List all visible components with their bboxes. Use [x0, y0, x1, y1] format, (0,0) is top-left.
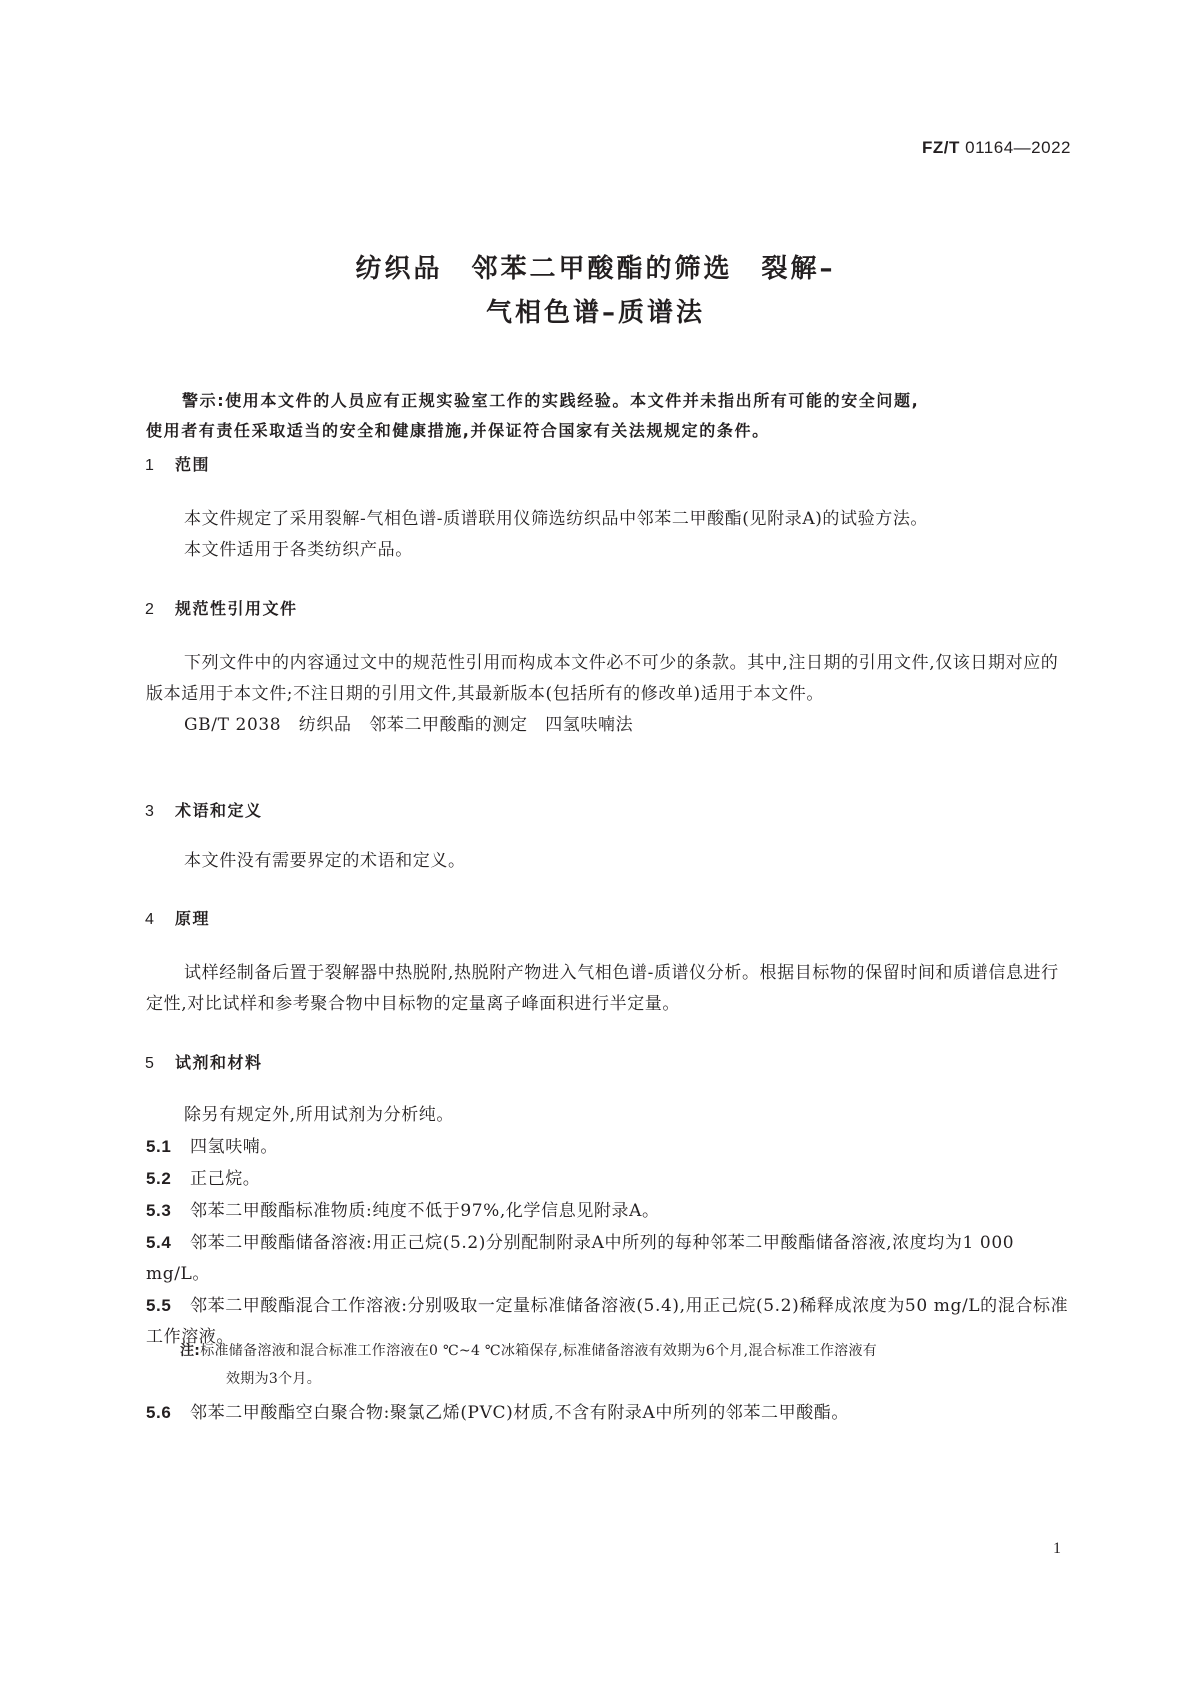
page-number: 1: [1053, 1540, 1061, 1557]
section-2-body: [146, 648, 1072, 741]
list-item: [146, 1397, 1072, 1429]
paragraph: 本文件没有需要界定的术语和定义。: [184, 851, 466, 871]
item-text: 四氢呋喃。: [190, 1137, 278, 1157]
section-number: 2: [145, 601, 156, 618]
item-number: 5.3: [146, 1201, 172, 1220]
standard-number: 01164—2022: [965, 138, 1071, 157]
title-line-1: 纺织品 邻苯二甲酸酯的筛选 裂解–: [355, 254, 836, 284]
section-5-body: [146, 1100, 1072, 1353]
section-number: 1: [145, 457, 156, 474]
section-number: 4: [145, 911, 156, 928]
item-number: 5.1: [146, 1137, 172, 1156]
note-line-1: 标准储备溶液和混合标准工作溶液在0 ℃~4 ℃冰箱保存,标准储备溶液有效期为6个月,混合标准工作溶液有: [200, 1343, 878, 1359]
item-text: 邻苯二甲酸酯储备溶液:用正己烷(5.2)分别配制附录A中所列的每种邻苯二甲酸酯储备溶液,浓度均为1 000 mg/L。: [146, 1233, 1015, 1284]
section-title: 范围: [175, 455, 211, 474]
section-title: 规范性引用文件: [175, 599, 298, 618]
section-5-heading: [145, 1050, 263, 1073]
item-number: 5.5: [146, 1296, 172, 1315]
section-5-body-continued: [146, 1397, 1072, 1429]
section-1-body: [146, 504, 1072, 566]
normative-reference: GB/T 2038 纺织品 邻苯二甲酸酯的测定 四氢呋喃法: [184, 715, 634, 735]
section-3-body: [146, 846, 1072, 877]
standard-prefix: FZ/T: [922, 138, 960, 157]
section-title: 原理: [175, 909, 211, 928]
item-number: 5.2: [146, 1169, 172, 1188]
warning-line-1: 警示:使用本文件的人员应有正规实验室工作的实践经验。本文件并未指出所有可能的安全问题,: [182, 391, 920, 410]
item-number: 5.4: [146, 1233, 172, 1252]
section-title: 术语和定义: [175, 801, 263, 820]
section-2-heading: [145, 596, 298, 619]
standard-code: [922, 138, 1071, 158]
item-text: 邻苯二甲酸酯标准物质:纯度不低于97%,化学信息见附录A。: [190, 1201, 660, 1221]
section-4-body: [146, 958, 1072, 1020]
paragraph: 除另有规定外,所用试剂为分析纯。: [184, 1105, 455, 1125]
list-item: [146, 1227, 1072, 1290]
item-number: 5.6: [146, 1403, 172, 1422]
note-line-2: 效期为3个月。: [226, 1371, 322, 1387]
paragraph: 试样经制备后置于裂解器中热脱附,热脱附产物进入气相色谱-质谱仪分析。根据目标物的保留时间和质谱信息进行定性,对比试样和参考聚合物中目标物的定量离子峰面积进行半定量。: [146, 963, 1059, 1014]
storage-note: [180, 1337, 1070, 1393]
note-label: 注:: [180, 1343, 201, 1359]
section-1-heading: [145, 452, 210, 475]
safety-warning: [146, 386, 1070, 446]
list-item: [146, 1163, 1072, 1195]
paragraph: 下列文件中的内容通过文中的规范性引用而构成本文件必不可少的条款。其中,注日期的引用文件,仅该日期对应的版本适用于本文件;不注日期的引用文件,其最新版本(包括所有的修改单)适用于本文件。: [146, 653, 1059, 704]
item-text: 邻苯二甲酸酯空白聚合物:聚氯乙烯(PVC)材质,不含有附录A中所列的邻苯二甲酸酯。: [190, 1403, 849, 1423]
paragraph: 本文件规定了采用裂解-气相色谱-质谱联用仪筛选纺织品中邻苯二甲酸酯(见附录A)的试验方法。: [184, 509, 929, 529]
section-number: 5: [145, 1055, 156, 1072]
section-number: 3: [145, 803, 156, 820]
warning-line-2: 使用者有责任采取适当的安全和健康措施,并保证符合国家有关法规规定的条件。: [146, 421, 770, 440]
list-item: [146, 1195, 1072, 1227]
item-text: 邻苯二甲酸酯混合工作溶液:分别吸取一定量标准储备溶液(5.4),用正己烷(5.2)稀释成浓度为50 mg/L的混合标准工作溶液。: [146, 1296, 1069, 1347]
section-3-heading: [145, 798, 263, 821]
title-line-2: 气相色谱–质谱法: [485, 298, 705, 328]
paragraph: 本文件适用于各类纺织产品。: [184, 540, 413, 560]
list-item: [146, 1131, 1072, 1163]
section-title: 试剂和材料: [175, 1053, 263, 1072]
section-4-heading: [145, 906, 210, 929]
item-text: 正己烷。: [190, 1169, 261, 1189]
